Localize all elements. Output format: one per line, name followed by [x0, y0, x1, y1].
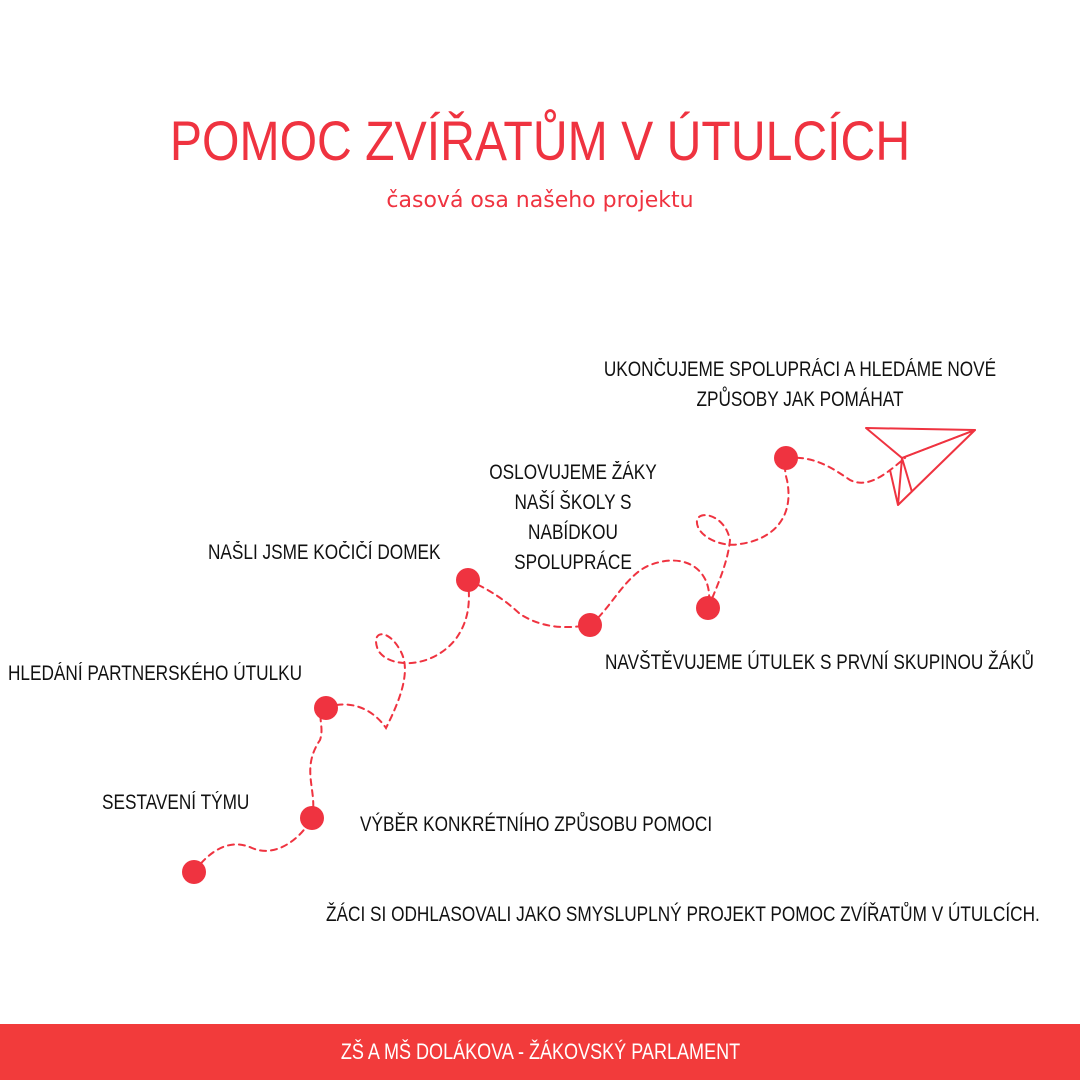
milestone-dot-3 — [314, 696, 338, 720]
page-title: POMOC ZVÍŘATŮM V ÚTULCÍCH — [169, 109, 911, 172]
step-1-text: ŽÁCI SI ODHLASOVALI JAKO SMYSLUPLNÝ PROJEKT POMOC ZVÍŘATŮM V ÚTULCÍCH. — [326, 903, 1040, 926]
step-4-text: HLEDÁNÍ PARTNERSKÉHO ÚTULKU — [8, 662, 303, 685]
footer-text: ZŠ A MŠ DOLÁKOVA - ŽÁKOVSKÝ PARLAMENT — [340, 1039, 740, 1064]
step-2-text: SESTAVENÍ TÝMU — [102, 791, 250, 814]
step-8-text: UKONČUJEME SPOLUPRÁCI A HLEDÁME NOVÉ ZPŮSOBY JAK POMÁHAT — [603, 358, 997, 411]
step-5-text: NAŠLI JSME KOČIČÍ DOMEK — [208, 541, 441, 564]
milestone-dot-6 — [696, 596, 720, 620]
step-3-text: VÝBĚR KONKRÉTNÍHO ZPŮSOBU POMOCI — [360, 813, 713, 836]
step-7-text: OSLOVUJEME ŽÁKY NAŠÍ ŠKOLY S NABÍDKOU SPOLUPRÁCE — [489, 461, 657, 574]
footer-bar — [0, 1024, 1080, 1080]
milestone-dot-5 — [578, 613, 602, 637]
milestone-dot-2 — [300, 806, 324, 830]
milestone-dot-1 — [182, 860, 206, 884]
step-6-text: NAVŠTĚVUJEME ÚTULEK S PRVNÍ SKUPINOU ŽÁKŮ — [605, 651, 1035, 674]
paper-plane-icon — [866, 428, 975, 505]
page-subtitle: časová osa našeho projektu — [386, 188, 694, 213]
milestone-dot-7 — [774, 446, 798, 470]
